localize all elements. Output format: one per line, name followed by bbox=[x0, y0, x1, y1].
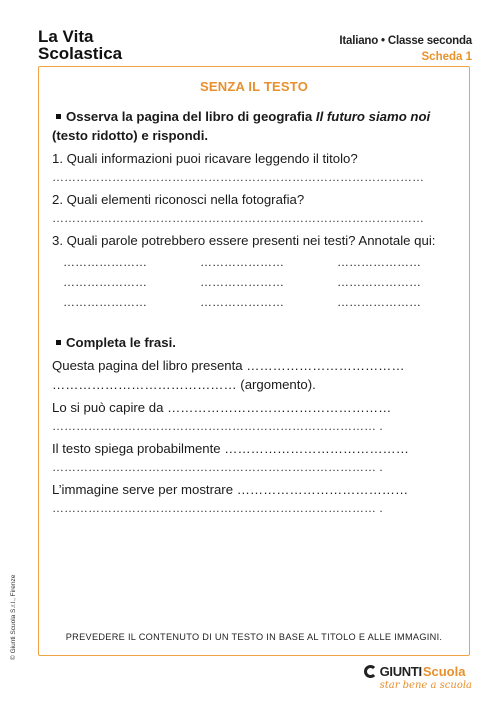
instruction-2: Completa le frasi. bbox=[52, 333, 462, 352]
logo-line1: La Vita bbox=[38, 27, 94, 46]
question-1: 1. Quali informazioni puoi ricavare leggendo il titolo? bbox=[52, 151, 358, 166]
answer-line-1[interactable]: ………………………………………………………………………………… bbox=[52, 170, 424, 184]
subject-label: Italiano • Classe seconda bbox=[339, 35, 472, 47]
word-slot[interactable]: ………………… bbox=[63, 275, 147, 289]
word-grid bbox=[63, 253, 462, 311]
logo bbox=[38, 28, 122, 62]
word-slot[interactable]: ………………… bbox=[200, 295, 284, 309]
brand-name-a: GIUNTI bbox=[379, 664, 422, 679]
worksheet-title: SENZA IL TESTO bbox=[199, 79, 309, 94]
word-slot[interactable]: ………………… bbox=[63, 255, 147, 269]
word-slot[interactable]: ………………… bbox=[337, 275, 421, 289]
question-3: 3. Quali parole potrebbero essere presenti nei testi? Annotale qui: bbox=[52, 233, 436, 248]
fill-blank[interactable]: …………………………………… bbox=[52, 377, 241, 392]
learning-objective: PREVEDERE IL CONTENUTO DI UN TESTO IN BASE AL TITOLO E ALLE IMMAGINI. bbox=[65, 632, 443, 642]
logo-line2: Scolastica bbox=[38, 44, 123, 63]
giunti-logo-icon bbox=[364, 665, 377, 678]
question-2: 2. Quali elementi riconosci nella fotografia? bbox=[52, 192, 305, 207]
word-slot[interactable]: ………………… bbox=[337, 255, 421, 269]
brand-name-b: Scuola bbox=[422, 664, 466, 679]
copyright-notice: © Giunti Scuola S.r.l., Firenze bbox=[10, 574, 17, 660]
word-slot[interactable]: ………………… bbox=[200, 275, 284, 289]
book-title: Il futuro siamo noi bbox=[315, 109, 431, 124]
fill-blank[interactable]: …………………………………… bbox=[224, 441, 409, 456]
fill-blank[interactable]: …………………………………………… bbox=[167, 400, 392, 415]
word-slot[interactable]: ………………… bbox=[200, 255, 284, 269]
brand-tagline: star bene a scuola bbox=[379, 680, 472, 691]
word-slot[interactable]: ………………… bbox=[63, 295, 147, 309]
sheet-label: Scheda 1 bbox=[421, 51, 472, 63]
worksheet-content bbox=[52, 107, 462, 517]
fill-blank[interactable]: ……………………………… bbox=[246, 358, 405, 373]
answer-line-s3[interactable]: ……………………………………………………………………… . bbox=[52, 460, 383, 474]
bullet-icon bbox=[56, 114, 61, 119]
sentence-3: Il testo spiega probabilmente …………………………………… bbox=[52, 441, 409, 456]
answer-line-s2[interactable]: ……………………………………………………………………… . bbox=[52, 419, 383, 433]
bullet-icon bbox=[56, 340, 61, 345]
sentence-4: L’immagine serve per mostrare ………………………………… bbox=[52, 482, 409, 497]
publisher-brand bbox=[364, 664, 472, 691]
instruction-1: Osserva la pagina del libro di geografia Il futuro siamo noi (testo ridotto) e rispondi. bbox=[52, 109, 431, 143]
worksheet-frame bbox=[38, 66, 470, 656]
word-slot[interactable]: ………………… bbox=[337, 295, 421, 309]
fill-blank[interactable]: ………………………………… bbox=[236, 482, 409, 497]
answer-line-s4[interactable]: ……………………………………………………………………… . bbox=[52, 501, 383, 515]
header-info bbox=[339, 33, 472, 65]
sentence-2: Lo si può capire da …………………………………………… bbox=[52, 400, 392, 415]
answer-line-2[interactable]: ………………………………………………………………………………… bbox=[52, 211, 424, 225]
sentence-1: Questa pagina del libro presenta ……………………………… bbox=[52, 358, 405, 373]
sentence-1-cont: …………………………………… (argomento). bbox=[52, 377, 316, 392]
